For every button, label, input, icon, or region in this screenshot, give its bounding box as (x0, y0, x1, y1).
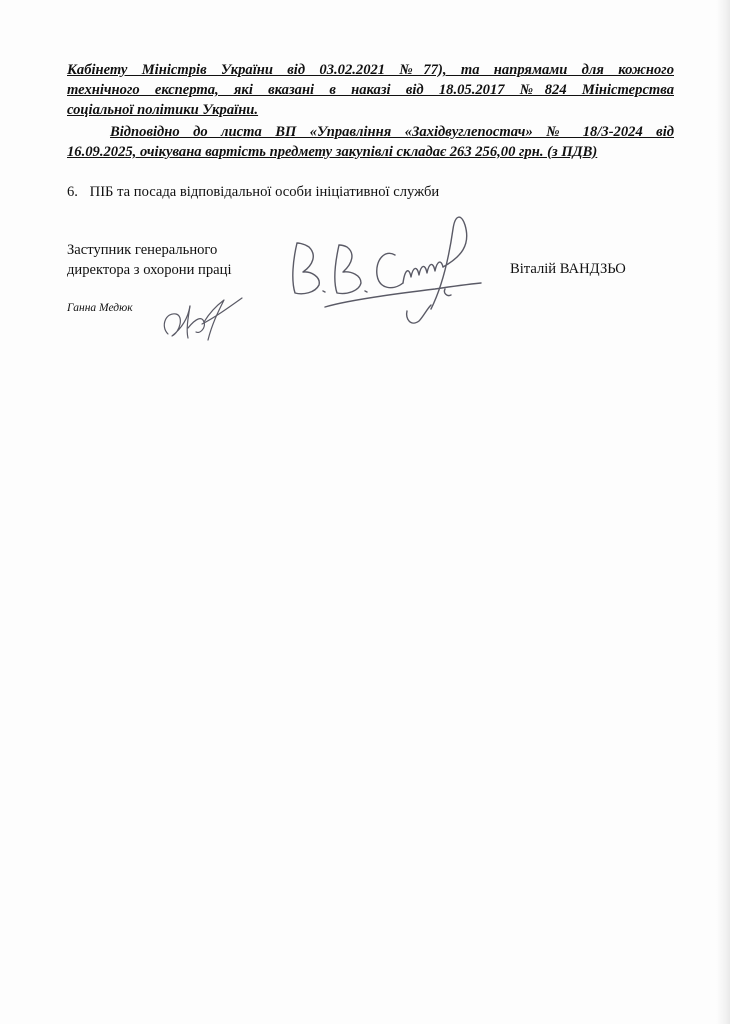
paragraph-1-line-3: соціальної політики України. (67, 101, 259, 118)
scan-shadow (716, 0, 730, 1024)
section-6-heading (67, 184, 439, 201)
section-title: ПІБ та посада відповідальної особи ініціативної служби (89, 184, 440, 200)
paragraph-2 (67, 123, 674, 163)
signatory-position (67, 241, 232, 280)
paragraph-1-line-2: технічного експерта, які вказані в наказі від 18.05.2017 №824 Міністерства (67, 81, 674, 98)
executor-initials-signature (158, 288, 248, 348)
paragraph-1 (67, 61, 674, 120)
position-line-2: директора з охорони праці (67, 261, 232, 278)
paragraph-2-line-1: Відповідно до листа ВП «Управління «Західвуглепостач» № 18/3-2024 від (110, 124, 674, 140)
paragraph-2-line-2: 16.09.2025, очікувана вартість предмету закупівлі складає 263 256,00 грн. (з ПДВ) (67, 143, 598, 160)
section-number: 6. (67, 184, 78, 200)
handwritten-signature (285, 205, 485, 330)
position-line-1: Заступник генерального (67, 242, 218, 258)
signatory-name: Віталій ВАНДЗЬО (510, 261, 626, 277)
paragraph-1-line-1: Кабінету Міністрів України від 03.02.2021 №77), та напрямами для кожного (67, 62, 674, 78)
executor-name: Ганна Медюк (67, 302, 133, 314)
